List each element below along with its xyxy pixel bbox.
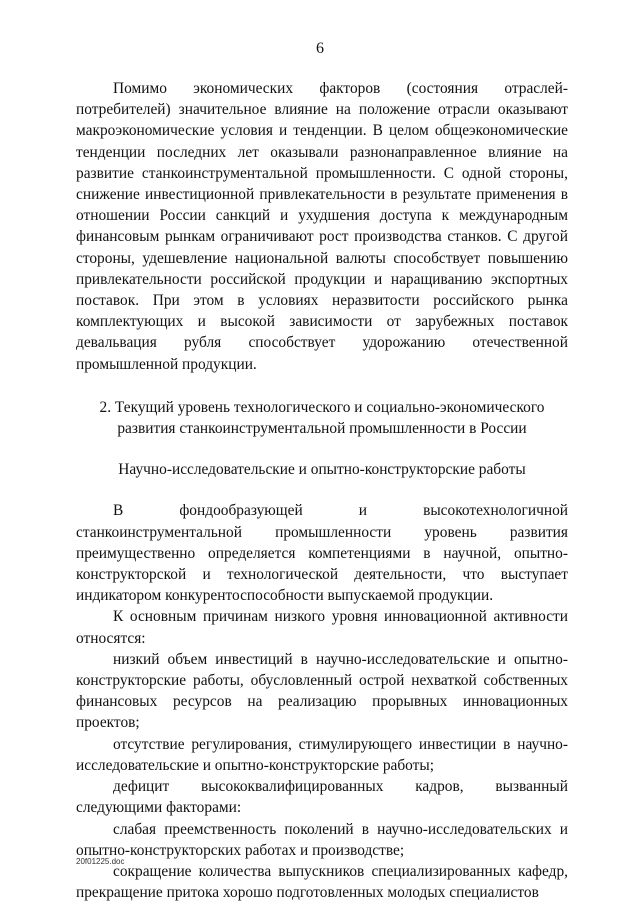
- list-item-graduates-decline: сокращение количества выпускников специализированных кафедр, прекращение притока хорошо подготовленных молодых специалистов: [76, 862, 568, 902]
- list-item-no-regulation: отсутствие регулирования, стимулирующего инвестиции в научно-исследовательские и опытно-конструкторские работы;: [76, 735, 568, 774]
- paragraph-competence: В фондообразующей и высокотехнологичной станкоинструментальной промышленности уровень развития преимущественно определяется компетенциями в научной, опытно-конструкторской и технологической деятельности, что выступает индикатором конкурентоспособности выпускаемой продукции.: [76, 502, 568, 605]
- footer-filename: 20f01225.doc: [76, 857, 125, 866]
- section-heading: 2. Текущий уровень технологического и социально-экономического развития станкоинструментальной промышленности в России: [99, 398, 545, 438]
- document-body: [76, 78, 568, 903]
- paragraph-macro-conditions: Помимо экономических факторов (состояния отраслей-потребителей) значительное влияние на положение отрасли оказывают макроэкономические условия и тенденции. В целом общеэкономические тенденции последних лет оказывали разнонаправленное влияние на развитие станкоинструментальной промышленности. С одной стороны, снижение инвестиционной привлекательности в результате применения в отношении России санкций и ухудшения доступа к международным финансовым рынкам ограничивают рост производства станков. С другой стороны, удешевление национальной валюты способствует повышению привлекательности российской продукции и наращиванию экспортных поставок. При этом в условиях неразвитости российского рынка комплектующих и высокой зависимости от зарубежных поставок девальвация рубля способствует удорожанию отечественной промышленной продукции.: [76, 80, 568, 373]
- list-item-staff-deficit: дефицит высококвалифицированных кадров, вызванный следующими факторами:: [76, 778, 568, 817]
- list-item-weak-continuity: слабая преемственность поколений в научно-исследовательских и опытно-конструкторских работах и производстве;: [76, 820, 568, 859]
- page-number: 6: [316, 40, 324, 57]
- subsection-heading: Научно-исследовательские и опытно-конструкторские работы: [118, 461, 526, 479]
- paragraph-reasons-intro: К основным причинам низкого уровня инновационной активности относятся:: [76, 608, 568, 647]
- list-item-low-investment: низкий объем инвестиций в научно-исследовательские и опытно-конструкторские работы, обусловленный острой нехваткой собственных финансовых ресурсов на реализацию прорывных инновационных проектов;: [76, 650, 568, 732]
